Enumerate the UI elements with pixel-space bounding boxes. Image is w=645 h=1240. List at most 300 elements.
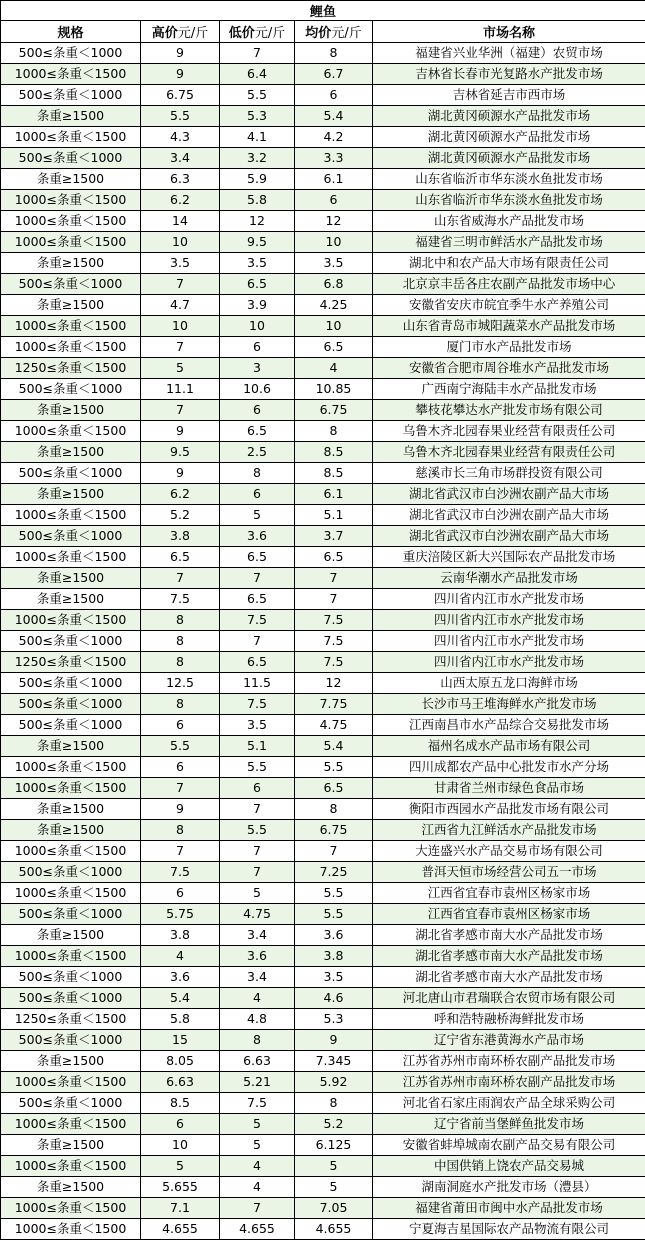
low-price-cell: 5 — [220, 1114, 295, 1135]
spec-cell: 500≤条重＜1000 — [1, 988, 141, 1009]
avg-price-cell: 4.6 — [295, 988, 373, 1009]
high-price-cell: 7 — [141, 841, 220, 862]
high-price-cell: 6 — [141, 883, 220, 904]
avg-price-cell: 6 — [295, 190, 373, 211]
header-avg-unit: 元/斤 — [331, 26, 362, 41]
avg-price-cell: 4.25 — [295, 295, 373, 316]
table-row — [1, 778, 645, 799]
high-price-cell: 6.63 — [141, 1072, 220, 1093]
table-row — [1, 946, 645, 967]
spec-cell: 500≤条重＜1000 — [1, 274, 141, 295]
avg-price-cell: 7.5 — [295, 652, 373, 673]
spec-cell: 500≤条重＜1000 — [1, 862, 141, 883]
spec-cell: 1000≤条重＜1500 — [1, 1156, 141, 1177]
spec-cell: 1000≤条重＜1500 — [1, 610, 141, 631]
table-row — [1, 421, 645, 442]
low-price-cell: 5.9 — [220, 169, 295, 190]
market-name-cell: 安徽省安庆市皖宜季牛水产养殖公司 — [373, 295, 645, 316]
avg-price-cell: 7.5 — [295, 631, 373, 652]
low-price-cell: 7.5 — [220, 610, 295, 631]
avg-price-cell: 8 — [295, 421, 373, 442]
low-price-cell: 7 — [220, 43, 295, 64]
market-name-cell: 湖北黄冈硕源水产品批发市场 — [373, 106, 645, 127]
low-price-cell: 7 — [220, 799, 295, 820]
table-row — [1, 904, 645, 925]
low-price-cell: 5.8 — [220, 190, 295, 211]
table-row — [1, 106, 645, 127]
spec-cell: 1000≤条重＜1500 — [1, 1219, 141, 1240]
low-price-cell: 6 — [220, 337, 295, 358]
avg-price-cell: 7.75 — [295, 694, 373, 715]
table-row — [1, 673, 645, 694]
market-name-cell: 湖北省武汉市白沙洲农副产品大市场 — [373, 484, 645, 505]
spec-cell: 1000≤条重＜1500 — [1, 421, 141, 442]
low-price-cell: 5.21 — [220, 1072, 295, 1093]
spec-cell: 条重≥1500 — [1, 169, 141, 190]
table-row — [1, 463, 645, 484]
market-name-cell: 山西太原五龙口海鲜市场 — [373, 673, 645, 694]
avg-price-cell: 5.5 — [295, 757, 373, 778]
low-price-cell: 5.5 — [220, 757, 295, 778]
spec-cell: 1000≤条重＜1500 — [1, 1072, 141, 1093]
market-name-cell: 湖北省孝感市南大水产品批发市场 — [373, 925, 645, 946]
table-row — [1, 1219, 645, 1240]
avg-price-cell: 3.5 — [295, 253, 373, 274]
low-price-cell: 3 — [220, 358, 295, 379]
market-name-cell: 湖北省武汉市白沙洲农副产品大市场 — [373, 526, 645, 547]
title-row — [1, 1, 645, 21]
spec-cell: 500≤条重＜1000 — [1, 85, 141, 106]
high-price-cell: 4.3 — [141, 127, 220, 148]
avg-price-cell: 5.2 — [295, 1114, 373, 1135]
market-name-cell: 吉林省长春市光复路水产批发市场 — [373, 64, 645, 85]
table-row — [1, 967, 645, 988]
market-name-cell: 河北唐山市君瑞联合农贸市场有限公司 — [373, 988, 645, 1009]
low-price-cell: 6 — [220, 484, 295, 505]
avg-price-cell: 6 — [295, 85, 373, 106]
table-row — [1, 85, 645, 106]
spec-cell: 500≤条重＜1000 — [1, 379, 141, 400]
market-name-cell: 厦门市水产品批发市场 — [373, 337, 645, 358]
high-price-cell: 8 — [141, 694, 220, 715]
high-price-cell: 9 — [141, 64, 220, 85]
table-row — [1, 820, 645, 841]
table-row — [1, 1114, 645, 1135]
high-price-cell: 9 — [141, 799, 220, 820]
avg-price-cell: 8 — [295, 1093, 373, 1114]
header-high-label: 高价 — [151, 26, 178, 41]
avg-price-cell: 3.3 — [295, 148, 373, 169]
avg-price-cell: 7.05 — [295, 1198, 373, 1219]
spec-cell: 条重≥1500 — [1, 820, 141, 841]
spec-cell: 500≤条重＜1000 — [1, 631, 141, 652]
spec-cell: 1000≤条重＜1500 — [1, 190, 141, 211]
spec-cell: 500≤条重＜1000 — [1, 526, 141, 547]
low-price-cell: 6.63 — [220, 1051, 295, 1072]
high-price-cell: 5.2 — [141, 505, 220, 526]
spec-cell: 1000≤条重＜1500 — [1, 547, 141, 568]
high-price-cell: 7.5 — [141, 862, 220, 883]
spec-cell: 1000≤条重＜1500 — [1, 337, 141, 358]
market-name-cell: 慈溪市长三角市场群投资有限公司 — [373, 463, 645, 484]
market-name-cell: 四川省内江市水产批发市场 — [373, 589, 645, 610]
high-price-cell: 9 — [141, 463, 220, 484]
market-name-cell: 辽宁省东港黄海水产品市场 — [373, 1030, 645, 1051]
market-name-cell: 吉林省延吉市西市场 — [373, 85, 645, 106]
avg-price-cell: 3.6 — [295, 925, 373, 946]
table-row — [1, 337, 645, 358]
table-row — [1, 862, 645, 883]
market-name-cell: 湖北黄冈硕源水产品批发市场 — [373, 127, 645, 148]
market-name-cell: 攀枝花攀达水产批发市场有限公司 — [373, 400, 645, 421]
spec-cell: 1000≤条重＜1500 — [1, 778, 141, 799]
low-price-cell: 9.5 — [220, 232, 295, 253]
high-price-cell: 10 — [141, 316, 220, 337]
spec-cell: 条重≥1500 — [1, 1135, 141, 1156]
spec-cell: 条重≥1500 — [1, 589, 141, 610]
market-name-cell: 福建省莆田市闽中水产品批发市场 — [373, 1198, 645, 1219]
high-price-cell: 10 — [141, 1135, 220, 1156]
low-price-cell: 3.6 — [220, 946, 295, 967]
header-low-label: 低价 — [228, 26, 255, 41]
high-price-cell: 3.8 — [141, 526, 220, 547]
avg-price-cell: 5 — [295, 1156, 373, 1177]
table-row — [1, 1156, 645, 1177]
avg-price-cell: 5.1 — [295, 505, 373, 526]
market-name-cell: 辽宁省前当堡鲜鱼批发市场 — [373, 1114, 645, 1135]
low-price-cell: 4 — [220, 1156, 295, 1177]
low-price-cell: 10.6 — [220, 379, 295, 400]
table-row — [1, 484, 645, 505]
table-row — [1, 190, 645, 211]
low-price-cell: 6 — [220, 400, 295, 421]
table-row — [1, 1030, 645, 1051]
spec-cell: 1000≤条重＜1500 — [1, 883, 141, 904]
avg-price-cell: 10 — [295, 316, 373, 337]
table-row — [1, 1198, 645, 1219]
low-price-cell: 5.3 — [220, 106, 295, 127]
avg-price-cell: 6.1 — [295, 484, 373, 505]
low-price-cell: 5 — [220, 505, 295, 526]
avg-price-cell: 3.5 — [295, 967, 373, 988]
high-price-cell: 3.8 — [141, 925, 220, 946]
avg-price-cell: 5.3 — [295, 1009, 373, 1030]
low-price-cell: 5.5 — [220, 820, 295, 841]
low-price-cell: 5.5 — [220, 85, 295, 106]
high-price-cell: 3.6 — [141, 967, 220, 988]
low-price-cell: 4.655 — [220, 1219, 295, 1240]
spec-cell: 1000≤条重＜1500 — [1, 316, 141, 337]
table-row — [1, 1009, 645, 1030]
avg-price-cell: 6.5 — [295, 778, 373, 799]
table-row — [1, 631, 645, 652]
spec-cell: 1000≤条重＜1500 — [1, 232, 141, 253]
table-row — [1, 505, 645, 526]
spec-cell: 500≤条重＜1000 — [1, 967, 141, 988]
high-price-cell: 7.1 — [141, 1198, 220, 1219]
table-row — [1, 1072, 645, 1093]
avg-price-cell: 6.1 — [295, 169, 373, 190]
table-row — [1, 442, 645, 463]
high-price-cell: 6 — [141, 715, 220, 736]
avg-price-cell: 6.75 — [295, 820, 373, 841]
table-row — [1, 295, 645, 316]
table-row — [1, 316, 645, 337]
low-price-cell: 12 — [220, 211, 295, 232]
high-price-cell: 8 — [141, 652, 220, 673]
spec-cell: 1250≤条重＜1500 — [1, 358, 141, 379]
spec-cell: 条重≥1500 — [1, 253, 141, 274]
market-name-cell: 湖北省武汉市白沙洲农副产品大市场 — [373, 505, 645, 526]
market-name-cell: 河北省石家庄雨润农产品全球采购公司 — [373, 1093, 645, 1114]
high-price-cell: 14 — [141, 211, 220, 232]
low-price-cell: 7.5 — [220, 1093, 295, 1114]
high-price-cell: 12.5 — [141, 673, 220, 694]
avg-price-cell: 6.125 — [295, 1135, 373, 1156]
high-price-cell: 7 — [141, 400, 220, 421]
high-price-cell: 3.4 — [141, 148, 220, 169]
spec-cell: 1000≤条重＜1500 — [1, 127, 141, 148]
market-name-cell: 安徽省合肥市周谷堆水产品批发市场 — [373, 358, 645, 379]
high-price-cell: 5 — [141, 1156, 220, 1177]
avg-price-cell: 5.4 — [295, 736, 373, 757]
low-price-cell: 7 — [220, 568, 295, 589]
avg-price-cell: 4.655 — [295, 1219, 373, 1240]
low-price-cell: 3.5 — [220, 253, 295, 274]
avg-price-cell: 4 — [295, 358, 373, 379]
avg-price-cell: 10 — [295, 232, 373, 253]
market-name-cell: 大连盛兴水产品交易市场有限公司 — [373, 841, 645, 862]
table-row — [1, 1051, 645, 1072]
high-price-cell: 5.8 — [141, 1009, 220, 1030]
low-price-cell: 4.75 — [220, 904, 295, 925]
market-name-cell: 福州名成水产品市场有限公司 — [373, 736, 645, 757]
spec-cell: 条重≥1500 — [1, 799, 141, 820]
market-name-cell: 重庆涪陵区新大兴国际农产品批发市场 — [373, 547, 645, 568]
table-row — [1, 988, 645, 1009]
low-price-cell: 7.5 — [220, 694, 295, 715]
high-price-cell: 6 — [141, 1114, 220, 1135]
spec-cell: 条重≥1500 — [1, 1051, 141, 1072]
market-name-cell: 湖北省孝感市南大水产品批发市场 — [373, 967, 645, 988]
high-price-cell: 10 — [141, 232, 220, 253]
table-row — [1, 799, 645, 820]
high-price-cell: 15 — [141, 1030, 220, 1051]
market-name-cell: 宁夏海吉星国际农产品物流有限公司 — [373, 1219, 645, 1240]
table-body — [1, 43, 645, 1240]
market-name-cell: 福建省兴业华洲（福建）农贸市场 — [373, 43, 645, 64]
spec-cell: 条重≥1500 — [1, 442, 141, 463]
low-price-cell: 4 — [220, 988, 295, 1009]
spec-cell: 条重≥1500 — [1, 400, 141, 421]
market-name-cell: 山东省临沂市华东淡水鱼批发市场 — [373, 169, 645, 190]
high-price-cell: 5.75 — [141, 904, 220, 925]
market-name-cell: 湖北省孝感市南大水产品批发市场 — [373, 946, 645, 967]
table-row — [1, 757, 645, 778]
table-row — [1, 736, 645, 757]
avg-price-cell: 12 — [295, 211, 373, 232]
table-row — [1, 841, 645, 862]
low-price-cell: 3.2 — [220, 148, 295, 169]
market-name-cell: 乌鲁木齐北园春果业经营有限责任公司 — [373, 442, 645, 463]
low-price-cell: 3.5 — [220, 715, 295, 736]
spec-cell: 500≤条重＜1000 — [1, 904, 141, 925]
header-high — [141, 21, 220, 43]
low-price-cell: 6 — [220, 778, 295, 799]
high-price-cell: 4.7 — [141, 295, 220, 316]
spec-cell: 500≤条重＜1000 — [1, 1093, 141, 1114]
avg-price-cell: 5 — [295, 1177, 373, 1198]
high-price-cell: 8.05 — [141, 1051, 220, 1072]
spec-cell: 1000≤条重＜1500 — [1, 841, 141, 862]
high-price-cell: 6 — [141, 757, 220, 778]
low-price-cell: 7 — [220, 862, 295, 883]
low-price-cell: 5 — [220, 1135, 295, 1156]
table-row — [1, 652, 645, 673]
market-name-cell: 山东省威海水产品批发市场 — [373, 211, 645, 232]
table-row — [1, 211, 645, 232]
header-low-unit: 元/斤 — [254, 26, 286, 41]
high-price-cell: 7 — [141, 568, 220, 589]
table-row — [1, 694, 645, 715]
avg-price-cell: 8 — [295, 43, 373, 64]
avg-price-cell: 5.4 — [295, 106, 373, 127]
high-price-cell: 6.5 — [141, 547, 220, 568]
low-price-cell: 7 — [220, 841, 295, 862]
high-price-cell: 8 — [141, 631, 220, 652]
high-price-cell: 9.5 — [141, 442, 220, 463]
market-name-cell: 四川省内江市水产批发市场 — [373, 610, 645, 631]
avg-price-cell: 6.7 — [295, 64, 373, 85]
avg-price-cell: 3.7 — [295, 526, 373, 547]
table-row — [1, 169, 645, 190]
avg-price-cell: 5.5 — [295, 904, 373, 925]
low-price-cell: 2.5 — [220, 442, 295, 463]
table-row — [1, 232, 645, 253]
table-row — [1, 1177, 645, 1198]
table-row — [1, 253, 645, 274]
spec-cell: 500≤条重＜1000 — [1, 1030, 141, 1051]
market-name-cell: 甘肃省兰州市绿色食品市场 — [373, 778, 645, 799]
table-row — [1, 358, 645, 379]
low-price-cell: 4.8 — [220, 1009, 295, 1030]
high-price-cell: 5 — [141, 358, 220, 379]
spec-cell: 1250≤条重＜1500 — [1, 1009, 141, 1030]
table-row — [1, 547, 645, 568]
high-price-cell: 7 — [141, 778, 220, 799]
header-avg — [295, 21, 373, 43]
header-spec: 规格 — [1, 21, 141, 43]
spec-cell: 500≤条重＜1000 — [1, 43, 141, 64]
low-price-cell: 8 — [220, 1030, 295, 1051]
table-row — [1, 526, 645, 547]
low-price-cell: 8 — [220, 463, 295, 484]
market-name-cell: 江西省宜春市袁州区杨家市场 — [373, 904, 645, 925]
table-row — [1, 610, 645, 631]
market-name-cell: 普洱天恒市场经营公司五一市场 — [373, 862, 645, 883]
spec-cell: 500≤条重＜1000 — [1, 694, 141, 715]
market-name-cell: 长沙市马王堆海鲜水产批发市场 — [373, 694, 645, 715]
table-row — [1, 925, 645, 946]
header-row — [1, 21, 645, 43]
avg-price-cell: 7 — [295, 841, 373, 862]
header-high-unit: 元/斤 — [177, 26, 209, 41]
market-name-cell: 广西南宁海陆丰水产品批发市场 — [373, 379, 645, 400]
market-name-cell: 江西省九江鲜活水产品批发市场 — [373, 820, 645, 841]
avg-price-cell: 8.5 — [295, 463, 373, 484]
avg-price-cell: 7.345 — [295, 1051, 373, 1072]
market-name-cell: 云南华潮水产品批发市场 — [373, 568, 645, 589]
market-name-cell: 北京京丰岳各庄农副产品批发市场中心 — [373, 274, 645, 295]
market-name-cell: 衡阳市西园水产品批发市场有限公司 — [373, 799, 645, 820]
spec-cell: 1000≤条重＜1500 — [1, 505, 141, 526]
table-row — [1, 883, 645, 904]
low-price-cell: 4.1 — [220, 127, 295, 148]
market-name-cell: 江西省宜春市袁州区杨家市场 — [373, 883, 645, 904]
high-price-cell: 5.4 — [141, 988, 220, 1009]
spec-cell: 1000≤条重＜1500 — [1, 1114, 141, 1135]
market-name-cell: 山东省青岛市城阳蔬菜水产品批发市场 — [373, 316, 645, 337]
table-title: 鲤鱼 — [1, 1, 645, 21]
spec-cell: 条重≥1500 — [1, 736, 141, 757]
table-row — [1, 400, 645, 421]
market-name-cell: 福建省三明市鲜活水产品批发市场 — [373, 232, 645, 253]
low-price-cell: 7 — [220, 1198, 295, 1219]
market-name-cell: 中国供销上饶农产品交易城 — [373, 1156, 645, 1177]
spec-cell: 500≤条重＜1000 — [1, 715, 141, 736]
spec-cell: 1000≤条重＜1500 — [1, 1198, 141, 1219]
low-price-cell: 3.9 — [220, 295, 295, 316]
table-row — [1, 127, 645, 148]
high-price-cell: 5.655 — [141, 1177, 220, 1198]
spec-cell: 条重≥1500 — [1, 925, 141, 946]
avg-price-cell: 6.8 — [295, 274, 373, 295]
market-name-cell: 山东省临沂市华东淡水鱼批发市场 — [373, 190, 645, 211]
market-name-cell: 四川省内江市水产批发市场 — [373, 631, 645, 652]
avg-price-cell: 7 — [295, 568, 373, 589]
high-price-cell: 5.5 — [141, 106, 220, 127]
market-name-cell: 湖北中和农产品大市场有限责任公司 — [373, 253, 645, 274]
avg-price-cell: 6.5 — [295, 337, 373, 358]
low-price-cell: 6.5 — [220, 547, 295, 568]
low-price-cell: 3.4 — [220, 925, 295, 946]
avg-price-cell: 6.75 — [295, 400, 373, 421]
avg-price-cell: 4.75 — [295, 715, 373, 736]
avg-price-cell: 8.5 — [295, 442, 373, 463]
avg-price-cell: 3.8 — [295, 946, 373, 967]
low-price-cell: 10 — [220, 316, 295, 337]
high-price-cell: 9 — [141, 421, 220, 442]
high-price-cell: 6.3 — [141, 169, 220, 190]
table-row — [1, 1135, 645, 1156]
header-market: 市场名称 — [373, 21, 645, 43]
avg-price-cell: 10.85 — [295, 379, 373, 400]
high-price-cell: 7.5 — [141, 589, 220, 610]
market-name-cell: 四川成都农产品中心批发市水产分场 — [373, 757, 645, 778]
low-price-cell: 3.4 — [220, 967, 295, 988]
high-price-cell: 4.655 — [141, 1219, 220, 1240]
spec-cell: 条重≥1500 — [1, 295, 141, 316]
avg-price-cell: 5.92 — [295, 1072, 373, 1093]
spec-cell: 1250≤条重＜1500 — [1, 652, 141, 673]
low-price-cell: 5.1 — [220, 736, 295, 757]
market-name-cell: 四川省内江市水产批发市场 — [373, 652, 645, 673]
table-row — [1, 1093, 645, 1114]
table-row — [1, 568, 645, 589]
high-price-cell: 6.2 — [141, 190, 220, 211]
spec-cell: 条重≥1500 — [1, 484, 141, 505]
spec-cell: 条重≥1500 — [1, 106, 141, 127]
